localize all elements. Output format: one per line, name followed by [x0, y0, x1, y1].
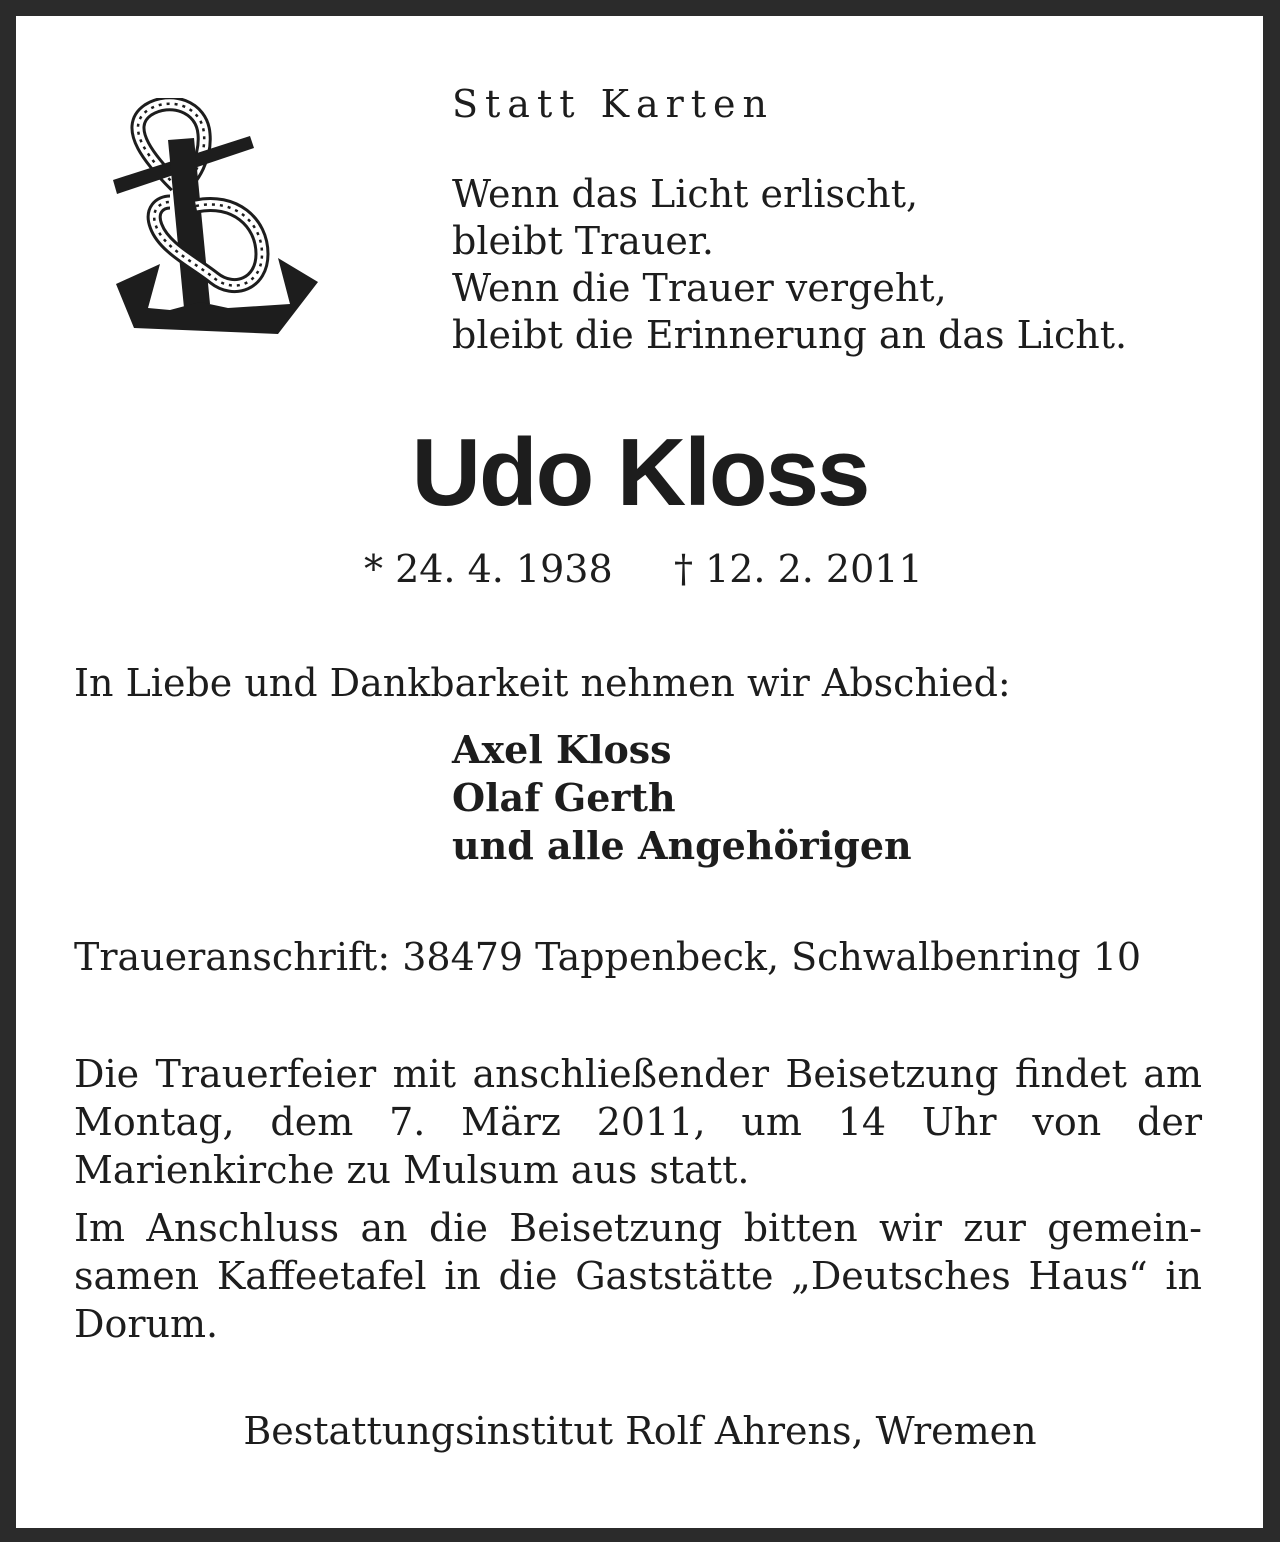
- funeral-home: Bestattungsinstitut Rolf Ahrens, Wremen: [243, 1409, 1037, 1453]
- mourner-name: Olaf Gerth: [452, 775, 676, 820]
- mourner-name: und alle Angehörigen: [452, 823, 912, 868]
- farewell-intro: In Liebe und Dankbarkeit nehmen wir Abschied:: [74, 661, 1011, 705]
- mourner-name: Axel Kloss: [452, 727, 672, 772]
- mourning-address: Traueranschrift: 38479 Tappenbeck, Schwalbenring 10: [74, 935, 1142, 979]
- poem: [452, 171, 1127, 359]
- deceased-name: Udo Kloss: [411, 419, 869, 526]
- poem-line: bleibt Trauer.: [452, 219, 714, 263]
- poem-line: bleibt die Erinnerung an das Licht.: [452, 313, 1128, 357]
- header-statt-karten: Statt Karten: [452, 82, 775, 126]
- birth-date: * 24. 4. 1938: [364, 547, 613, 591]
- poem-line: Wenn das Licht erlischt,: [452, 172, 919, 216]
- funeral-details: Die Trauerfeier mit anschließender Beisetzung findet am Montag, dem 7. März 2011, um 14 Uhr von der Marienkirche zu Mulsum aus statt.: [74, 1052, 1202, 1192]
- mourners-list: [452, 726, 912, 870]
- reception-details: Im Anschluss an die Beisetzung bitten wir zur gemeinsamen Kaffeetafel in die Gaststätte „Deutsches Haus“ in Dorum.: [74, 1206, 1202, 1346]
- death-date: † 12. 2. 2011: [674, 547, 923, 591]
- poem-line: Wenn die Trauer vergeht,: [452, 266, 947, 310]
- anchor-icon: [108, 98, 324, 342]
